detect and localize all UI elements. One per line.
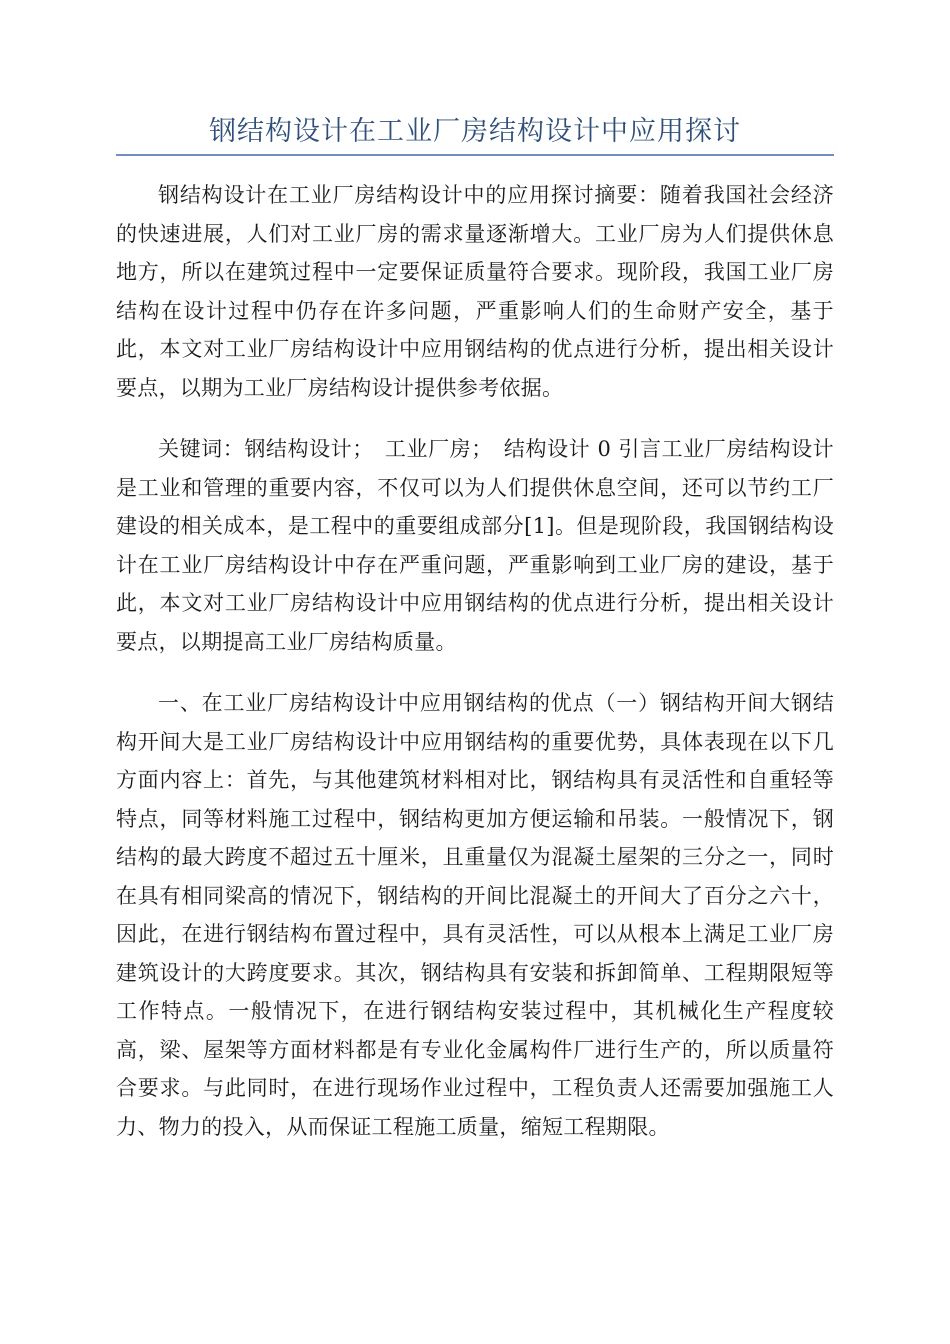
paragraph-section-one: 一、在工业厂房结构设计中应用钢结构的优点（一）钢结构开间大钢结构开间大是工业厂房结构设计中应用钢结构的重要优势，具体表现在以下几方面内容上：首先，与其他建筑材料相对比，钢结构具有灵活性和自重轻等特点，同等材料施工过程中，钢结构更加方便运输和吊装。一般情况下，钢结构的最大跨度不超过五十厘米，且重量仅为混凝土屋架的三分之一，同时在具有相同梁高的情况下，钢结构的开间比混凝土的开间大了百分之六十，因此，在进行钢结构布置过程中，具有灵活性，可以从根本上满足工业厂房建筑设计的大跨度要求。其次，钢结构具有安装和拆卸简单、工程期限短等工作特点。一般情况下，在进行钢结构安装过程中，其机械化生产程度较高，梁、屋架等方面材料都是有专业化金属构件厂进行生产的，所以质量符合要求。与此同时，在进行现场作业过程中，工程负责人还需要加强施工人力、物力的投入，从而保证工程施工质量，缩短工程期限。	[116, 691, 834, 1139]
document-body	[116, 176, 834, 1169]
document-title: 钢结构设计在工业厂房结构设计中应用探讨	[209, 116, 741, 147]
title-underline	[116, 154, 834, 156]
paragraph-abstract: 钢结构设计在工业厂房结构设计中的应用探讨摘要：随着我国社会经济的快速进展，人们对工业厂房的需求量逐渐增大。工业厂房为人们提供休息地方，所以在建筑过程中一定要保证质量符合要求。现阶段，我国工业厂房结构在设计过程中仍存在许多问题，严重影响人们的生命财产安全，基于此，本文对工业厂房结构设计中应用钢结构的优点进行分析，提出相关设计要点，以期为工业厂房结构设计提供参考依据。	[116, 183, 834, 400]
paragraph-keywords-introduction: 关键词：钢结构设计； 工业厂房； 结构设计 0 引言工业厂房结构设计是工业和管理的重要内容，不仅可以为人们提供休息空间，还可以节约工厂建设的相关成本，是工程中的重要组成部分[1]。但是现阶段，我国钢结构设计在工业厂房结构设计中存在严重问题，严重影响到工业厂房的建设，基于此，本文对工业厂房结构设计中应用钢结构的优点进行分析，提出相关设计要点，以期提高工业厂房结构质量。	[116, 437, 834, 654]
